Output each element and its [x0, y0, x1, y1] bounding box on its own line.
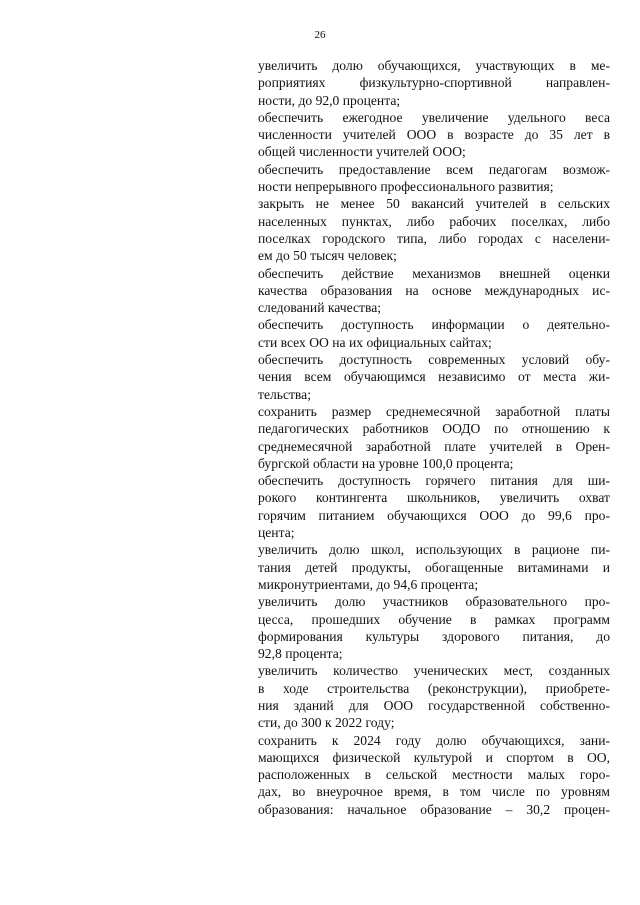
text-line: увеличить долю обучающихся, участвующих в ме-: [258, 58, 610, 73]
text-line: образования: начальное образование – 30,2 процен-: [258, 801, 610, 817]
text-line: цента;: [258, 525, 295, 541]
list-item: [258, 662, 610, 731]
text-line: обеспечить ежегодное увеличение удельного веса: [258, 109, 610, 125]
text-line: закрыть не менее 50 вакансий учителей в сельских: [258, 196, 610, 212]
text-line: общей численности учителей ООО;: [258, 144, 466, 160]
text-line: сохранить размер среднемесячной заработной платы: [258, 403, 610, 419]
text-line: мающихся физической культурой и спортом в ОО,: [258, 749, 610, 765]
page-number: 26: [314, 29, 326, 41]
text-line: тельства;: [258, 386, 311, 402]
text-line: рокого контингента школьников, увеличить охват: [258, 490, 610, 506]
text-line: сти всех ОО на их официальных сайтах;: [258, 334, 492, 350]
text-line: увеличить количество ученических мест, созданных: [258, 663, 610, 679]
text-line: расположенных в сельской местности малых горо-: [258, 767, 610, 783]
text-line: обеспечить действие механизмов внешней оценки: [258, 265, 610, 281]
list-item: [258, 316, 610, 351]
list-item: [258, 109, 610, 161]
text-line: обеспечить доступность современных условий обу-: [258, 352, 610, 368]
list-item: [258, 541, 610, 593]
document-body: [258, 57, 610, 818]
text-line: формирования культуры здорового питания, до: [258, 628, 610, 644]
text-line: обеспечить предоставление всем педагогам возмож-: [258, 161, 610, 177]
text-line: увеличить долю участников образовательного про-: [258, 594, 610, 610]
text-line: дах, во внеурочное время, в том числе по уровням: [258, 784, 610, 800]
list-item: [258, 265, 610, 317]
text-line: роприятиях физкультурно-спортивной направлен-: [258, 75, 610, 91]
text-line: в ходе строительства (реконструкции), приобрете-: [258, 680, 610, 696]
text-line: следований качества;: [258, 300, 382, 316]
text-line: увеличить долю школ, использующих в рационе пи-: [258, 542, 610, 558]
list-item: [258, 195, 610, 264]
text-line: бургской области на уровне 100,0 процента;: [258, 455, 514, 471]
text-line: населенных пунктах, либо рабочих поселках, либо: [258, 213, 610, 229]
text-line: поселках городского типа, либо городах с населени-: [258, 230, 610, 246]
list-item: [258, 57, 610, 109]
text-line: микронутриентами, до 94,6 процента;: [258, 576, 479, 592]
text-line: ем до 50 тысяч человек;: [258, 248, 397, 264]
text-line: ния зданий для ООО государственной собственно-: [258, 697, 610, 713]
text-line: среднемесячной заработной плате учителей в Орен-: [258, 438, 610, 454]
list-item: [258, 403, 610, 472]
text-line: чения всем обучающимся независимо от места жи-: [258, 369, 610, 385]
text-line: цесса, прошедших обучение в рамках программ: [258, 611, 610, 627]
list-item: [258, 593, 610, 662]
text-line: обеспечить доступность информации о деятельно-: [258, 317, 610, 333]
text-line: обеспечить доступность горячего питания для ши-: [258, 473, 610, 489]
list-item: [258, 351, 610, 403]
list-item: [258, 161, 610, 196]
text-line: сти, до 300 к 2022 году;: [258, 715, 395, 731]
text-line: ности, до 92,0 процента;: [258, 92, 401, 108]
text-line: сохранить к 2024 году долю обучающихся, зани-: [258, 732, 610, 748]
text-line: ности непрерывного профессионального развития;: [258, 179, 554, 195]
text-line: педагогических работников ООДО по отношению к: [258, 421, 610, 437]
text-line: тания детей продукты, обогащенные витаминами и: [258, 559, 610, 575]
list-item: [258, 472, 610, 541]
text-line: качества образования на основе международных ис-: [258, 282, 610, 298]
text-line: численности учителей ООО в возрасте до 35 лет в: [258, 127, 610, 143]
list-item: [258, 732, 610, 818]
text-line: 92,8 процента;: [258, 646, 343, 662]
text-line: горячим питанием обучающихся ООО до 99,6 про-: [258, 507, 610, 523]
